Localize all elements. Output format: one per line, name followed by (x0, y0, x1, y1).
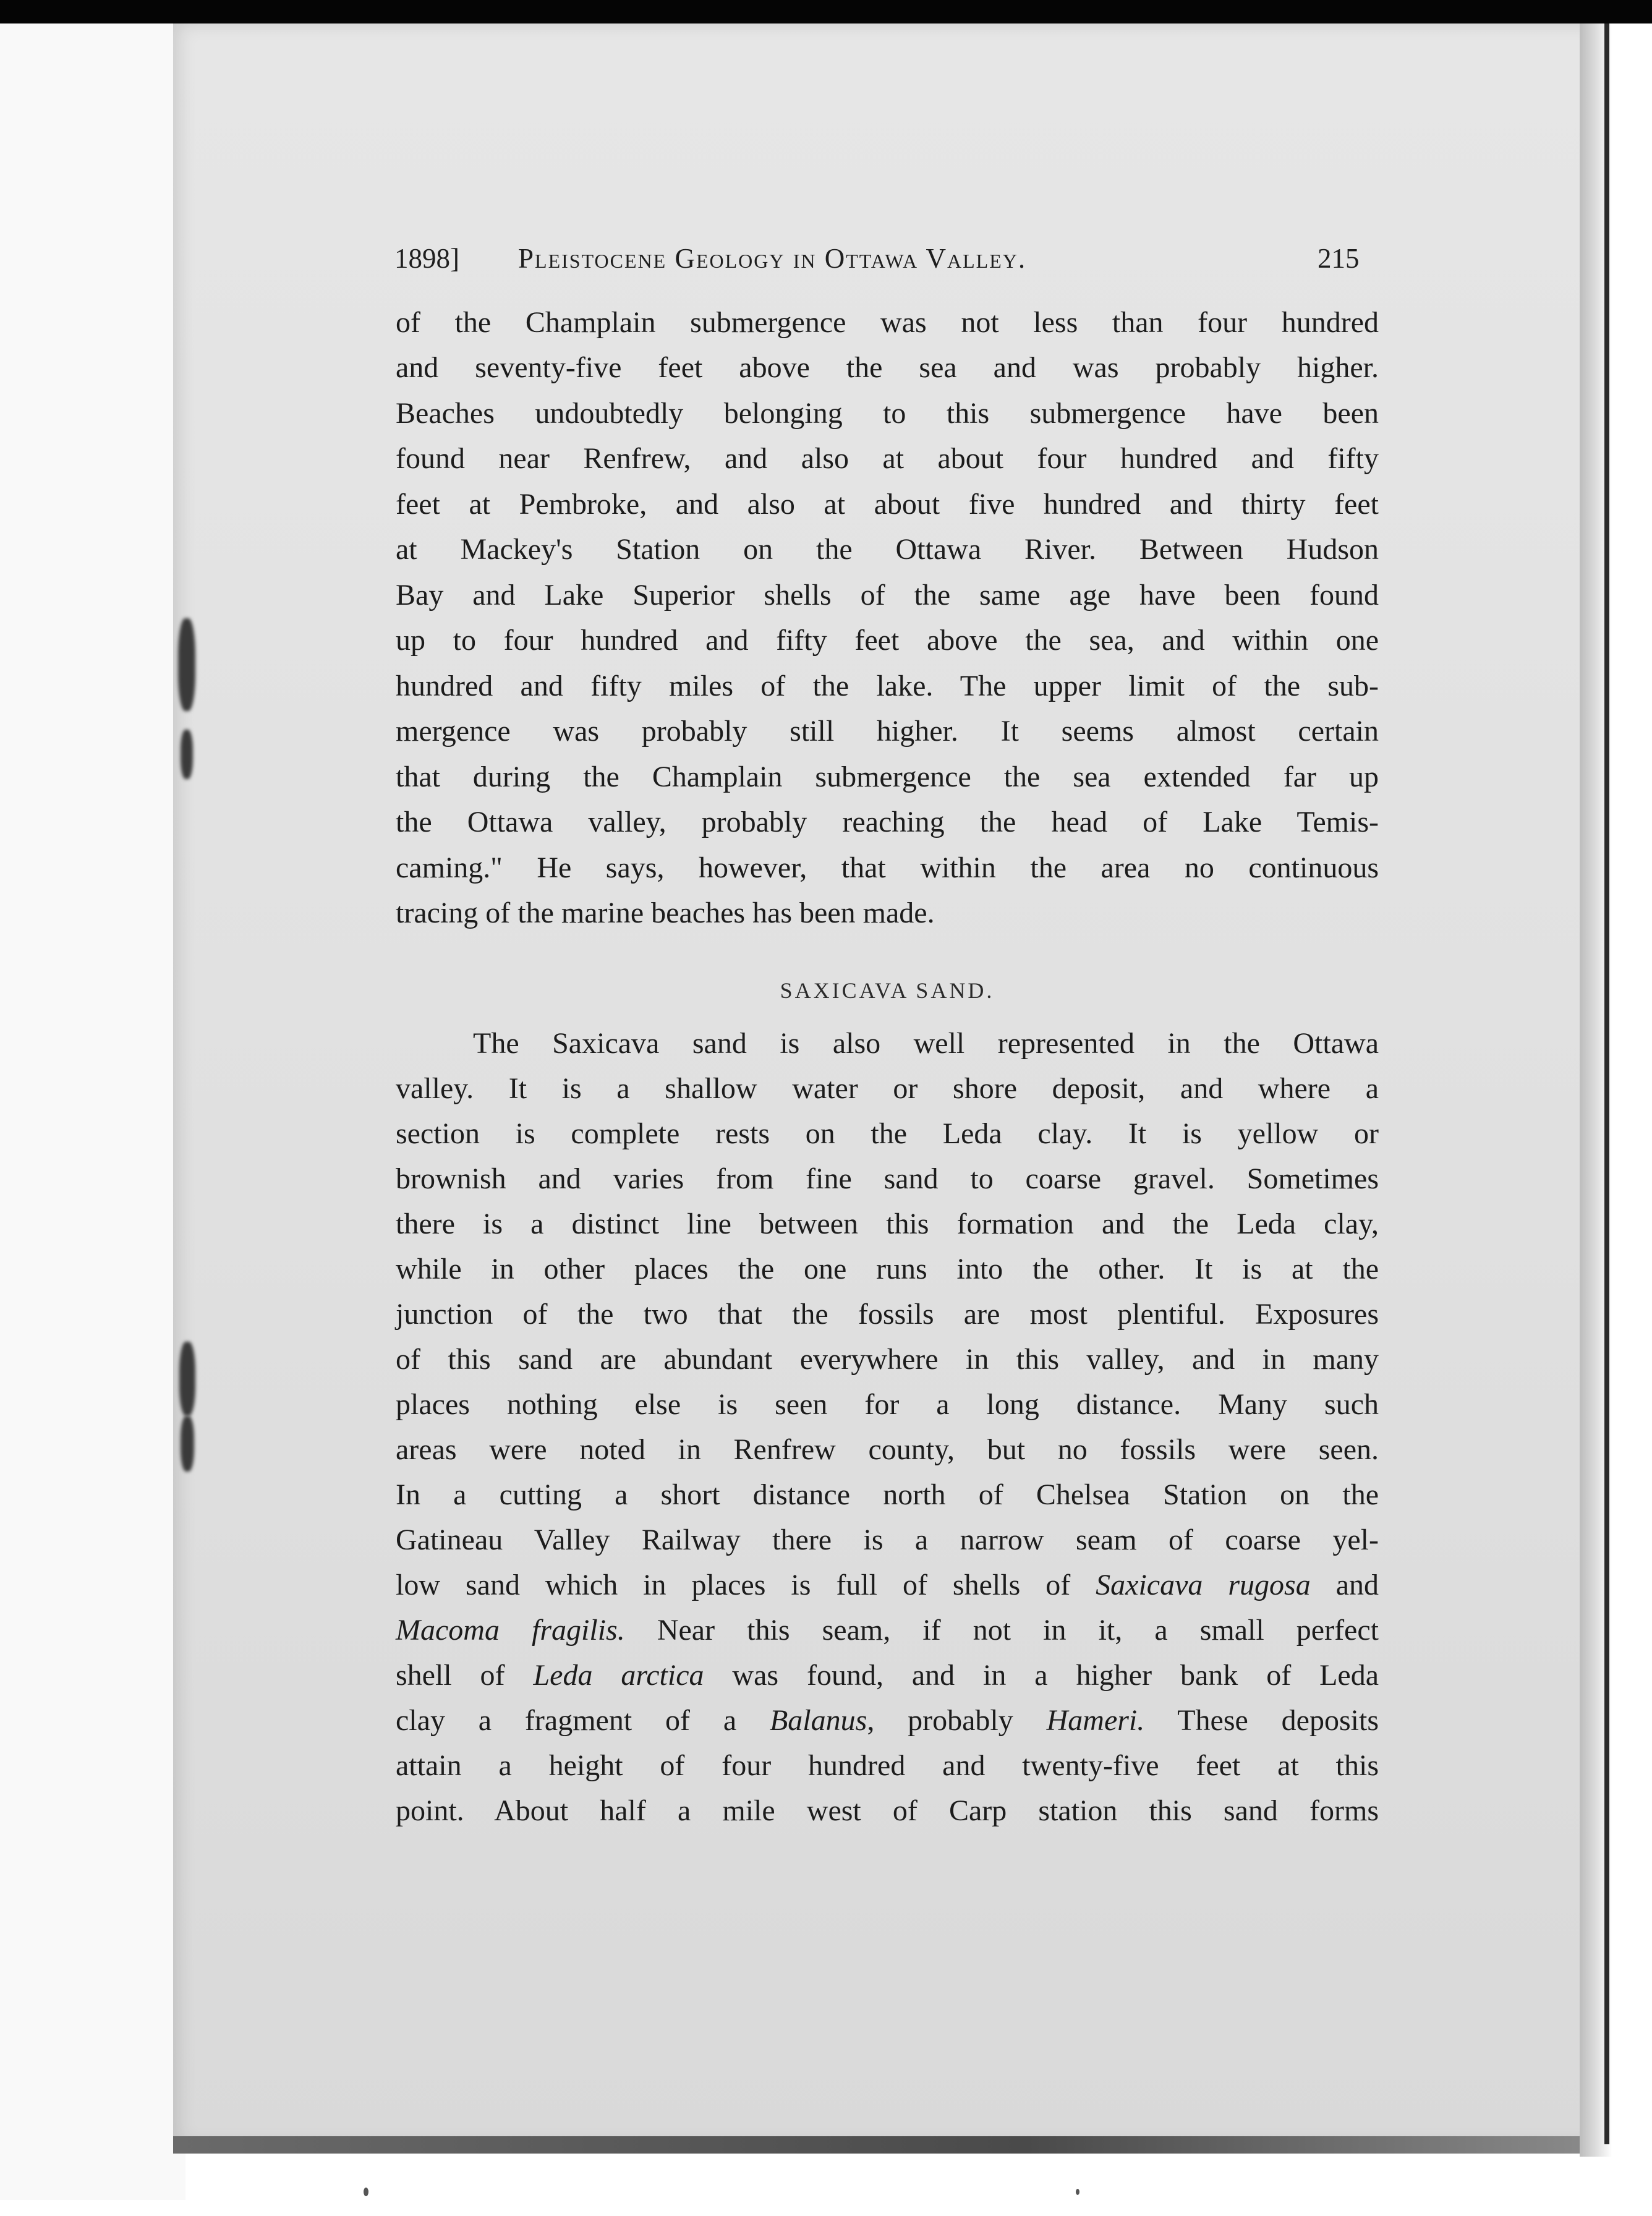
text-line: up to four hundred and fifty feet above the sea, and within one (396, 624, 1379, 657)
text-line: The Saxicava sand is also well represented in the Ottawa (473, 1027, 1379, 1060)
text-line: In a cutting a short distance north of Chelsea Station on the (396, 1478, 1379, 1511)
text-line: while in other places the one runs into the other. It is at the (396, 1253, 1379, 1285)
text-line: at Mackey's Station on the Ottawa River. Between Hudson (396, 533, 1379, 566)
page-right-edge (1604, 23, 1609, 2144)
text-line: that during the Champlain submergence the sea extended far up (396, 761, 1379, 793)
text-line: mergence was probably still higher. It seems almost certain (396, 715, 1379, 748)
text-run: low sand which in places is full of shells of (396, 1569, 1096, 1601)
text-line (396, 1564, 1379, 1607)
text-line: there is a distinct line between this formation and the Leda clay, (396, 1208, 1379, 1240)
text-line: Beaches undoubtedly belonging to this submergence have been (396, 397, 1379, 430)
text-line: attain a height of four hundred and twenty-five feet at this (396, 1749, 1379, 1782)
text-line (396, 1699, 1379, 1742)
species-name: Saxicava rugosa (1096, 1569, 1311, 1601)
text-line (396, 1609, 1379, 1652)
page-bottom-edge (173, 2136, 1595, 2154)
species-name: Leda arctica (533, 1659, 704, 1692)
text-line: places nothing else is seen for a long distance. Many such (396, 1388, 1379, 1421)
text-line: caming." He says, however, that within the area no continuous (396, 851, 1379, 884)
text-run: clay a fragment of a (396, 1704, 770, 1737)
species-name: Balanus (769, 1704, 867, 1737)
running-title: Pleistocene Geology in Ottawa Valley. (518, 243, 1027, 274)
page-number: 215 (1318, 243, 1360, 274)
binding-shadow-mark (178, 618, 195, 711)
binding-shadow-mark (179, 1342, 195, 1416)
text-line: of the Champlain submergence was not less than four hundred (396, 306, 1379, 339)
scan-right-margin (1580, 23, 1652, 2157)
text-line: areas were noted in Renfrew county, but no fossils were seen. (396, 1433, 1379, 1466)
text-line: found near Renfrew, and also at about four hundred and fifty (396, 442, 1379, 475)
text-line (396, 1654, 1379, 1697)
scan-speck (1076, 2189, 1079, 2195)
text-line: of this sand are abundant everywhere in this valley, and in many (396, 1343, 1379, 1376)
species-name: Hameri. (1046, 1704, 1145, 1737)
species-name: Macoma fragilis. (396, 1614, 625, 1647)
text-line: Bay and Lake Superior shells of the same age have been found (396, 579, 1379, 612)
text-line: the Ottawa valley, probably reaching the head of Lake Temis- (396, 806, 1379, 838)
text-line: tracing of the marine beaches has been made. (396, 897, 935, 929)
text-line: valley. It is a shallow water or shore deposit, and where a (396, 1072, 1379, 1105)
text-run: Near this seam, if not in it, a small perfect (624, 1614, 1379, 1647)
header-year: 1898] (394, 243, 459, 274)
binding-shadow-mark (181, 730, 193, 779)
scan-speck (364, 2188, 368, 2196)
binding-shadow-mark (181, 1416, 194, 1472)
text-line: hundred and fifty miles of the lake. The upper limit of the sub- (396, 670, 1379, 702)
text-line: feet at Pembroke, and also at about five hundred and thirty feet (396, 488, 1379, 521)
running-header (394, 242, 1384, 286)
text-run: and (1310, 1569, 1379, 1601)
text-line: brownish and varies from fine sand to coarse gravel. Sometimes (396, 1162, 1379, 1195)
scan-top-border (0, 0, 1652, 23)
text-line: and seventy-five feet above the sea and was probably higher. (396, 351, 1379, 384)
text-line: junction of the two that the fossils are most plentiful. Exposures (396, 1298, 1379, 1331)
text-line: point. About half a mile west of Carp station this sand forms (396, 1794, 1379, 1827)
text-run: shell of (396, 1659, 534, 1692)
section-heading: SAXICAVA SAND. (780, 978, 995, 1003)
text-run: These deposits (1144, 1704, 1379, 1737)
scan-left-margin (0, 23, 185, 2200)
text-line: section is complete rests on the Leda clay. It is yellow or (396, 1117, 1379, 1150)
text-run: was found, and in a higher bank of Leda (704, 1659, 1379, 1692)
text-line: Gatineau Valley Railway there is a narrow seam of coarse yel- (396, 1524, 1379, 1556)
text-run: , probably (867, 1704, 1047, 1737)
